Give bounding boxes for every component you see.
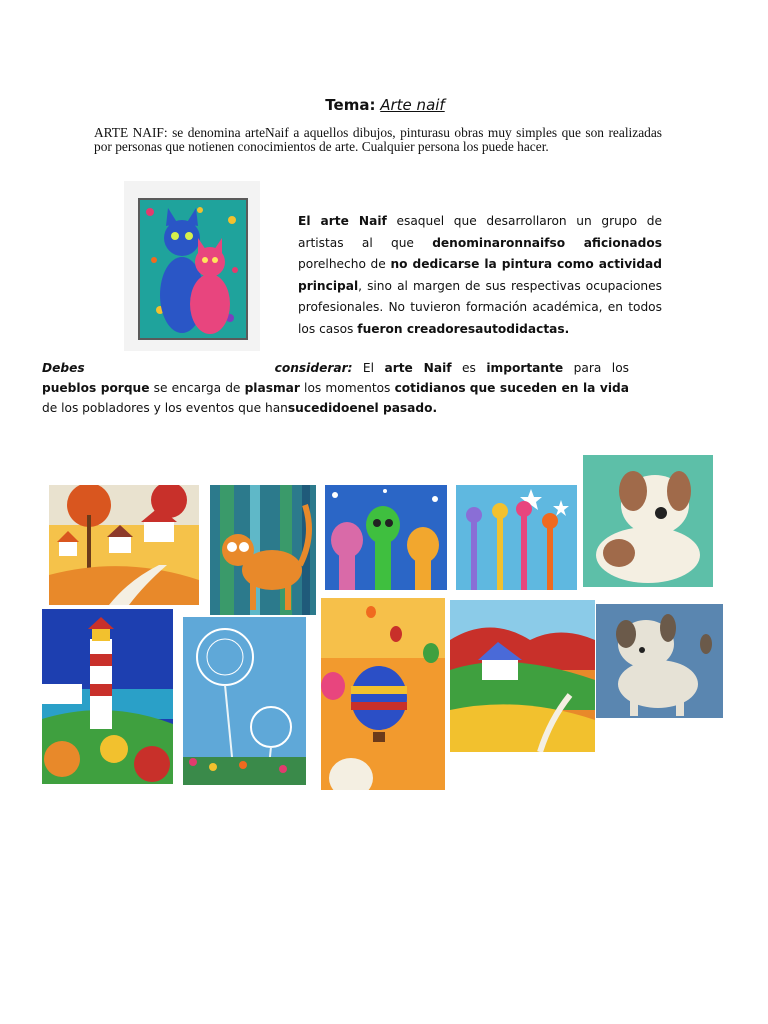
consider-segment: El	[352, 361, 385, 375]
balloons-painting	[321, 598, 445, 790]
para-segment: no dedicarse la pintura como actividad principal	[298, 257, 663, 293]
dog-painting	[596, 604, 723, 718]
title-label: Tema:	[325, 96, 376, 114]
consider-segment: los momentos	[299, 381, 395, 395]
consider-segment: Debes	[42, 361, 85, 375]
consider-segment: para los	[563, 361, 629, 375]
consider-segment: arte Naif	[384, 361, 452, 375]
consider-paragraph	[42, 358, 629, 418]
consider-segment: que suceden en la vida	[469, 381, 629, 395]
lighthouse-painting	[42, 609, 173, 784]
para-segment: , sino al margen de sus respectivas ocupaciones profesionales. No tuvieron formación académica, en todos los casos	[298, 278, 662, 336]
orange-cat-painting	[210, 485, 316, 615]
consider-segment: sucedidoenel pasado.	[287, 401, 438, 415]
consider-segment: plasmar	[244, 381, 300, 395]
consider-segment: considerar:	[274, 361, 353, 375]
title-topic: Arte naif	[380, 96, 445, 114]
para-segment: porelhecho de	[298, 257, 391, 272]
consider-segment: se encarga de	[149, 381, 245, 395]
landscape-painting	[450, 600, 595, 752]
consider-segment: es	[451, 361, 487, 375]
puppy-painting	[583, 455, 713, 587]
consider-segment: pueblos porque	[42, 381, 150, 395]
consider-segment: importante	[486, 361, 564, 375]
page-title	[0, 96, 768, 114]
para-segment: esaquel que desarrollaron un grupo de artistas al que	[298, 214, 662, 250]
tall-cats-painting	[456, 485, 577, 590]
dandelion-painting	[183, 617, 306, 785]
village-painting	[49, 485, 199, 605]
intro-definition: ARTE NAIF: se denomina arteNaif a aquellos dibujos, pinturasu obras muy simples que son realizadas por personas que notienen conocimientos de arte. Cualquier persona los puede hacer.	[94, 125, 662, 154]
para-segment: fueron creadoresautodidactas.	[357, 321, 570, 336]
cats-painting	[138, 198, 248, 340]
consider-segment: de los pobladores y los eventos que han	[42, 401, 288, 415]
three-cats-painting	[325, 485, 447, 590]
naif-description	[298, 211, 662, 341]
consider-segment: cotidianos	[394, 381, 466, 395]
para-segment: El arte Naif	[298, 214, 387, 228]
para-segment: denominaronnaifso aficionados	[432, 235, 662, 250]
